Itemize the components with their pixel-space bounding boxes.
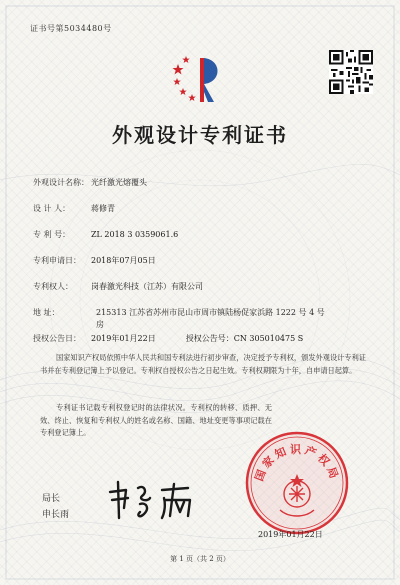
chief-name: 申长雨 [42, 510, 70, 520]
field-label: 设 计 人： [33, 204, 71, 213]
field-label: 授权公告日： [33, 334, 81, 343]
certificate-number: 证书号第5034480号 [30, 24, 112, 33]
field-value: 2018年07月05日 [91, 256, 156, 265]
field-design-name [33, 177, 147, 188]
field-patent-number [33, 229, 178, 240]
field-label: 专利申请日： [33, 256, 81, 265]
field-patentee [33, 281, 203, 292]
chief-title: 局长 [42, 494, 61, 504]
field-label: 专利权人： [33, 282, 73, 291]
field-address-label [33, 307, 91, 318]
grant-code-label: 授权公告号： [185, 334, 234, 343]
grant-paragraph-2: 专利证书记载专利权登记时的法律状况。专利权的转移、质押、无效、终止、恢复和专利权人的姓名或名称、国籍、地址变更等事项记载在专利登记簿上。 [40, 403, 272, 437]
page-number: 第 1 页（共 2 页） [170, 555, 230, 563]
cnipa-emblem-icon [170, 48, 230, 108]
field-value: 2019年01月22日 [91, 334, 156, 343]
field-value: 岗春激光科技（江苏）有限公司 [91, 282, 203, 291]
field-value: 光纤激光熔覆头 [91, 178, 147, 187]
field-value: 蒋修青 [91, 204, 115, 213]
field-designer [33, 203, 115, 214]
grant-paragraph-1: 国家知识产权局依照中华人民共和国专利法进行初步审查，决定授予专利权，颁发外观设计专利证书并在专利登记簿上予以登记。专利权自授权公告之日起生效。专利权期限为十年，自申请日起算。 [40, 353, 366, 375]
field-label: 地 址： [33, 308, 60, 317]
field-label: 外观设计名称： [33, 178, 89, 187]
certificate-title: 外观设计专利证书 [112, 123, 288, 147]
grant-code: CN 305010475 S [233, 334, 304, 343]
field-grant-date [33, 333, 303, 344]
seal-text: 国家知识产权局 [252, 443, 342, 483]
field-address-value: 215313 江苏省苏州市昆山市周市镇陆杨促家浜路 1222 号 4 号房 [96, 308, 325, 329]
qr-code [329, 50, 373, 94]
field-value: ZL 2018 3 0359061.6 [91, 230, 179, 239]
field-application-date [33, 255, 156, 266]
seal-date: 2019年01月22日 [258, 530, 323, 539]
field-label: 专 利 号： [33, 230, 71, 239]
handwritten-signature [104, 478, 196, 522]
official-seal [244, 430, 350, 536]
